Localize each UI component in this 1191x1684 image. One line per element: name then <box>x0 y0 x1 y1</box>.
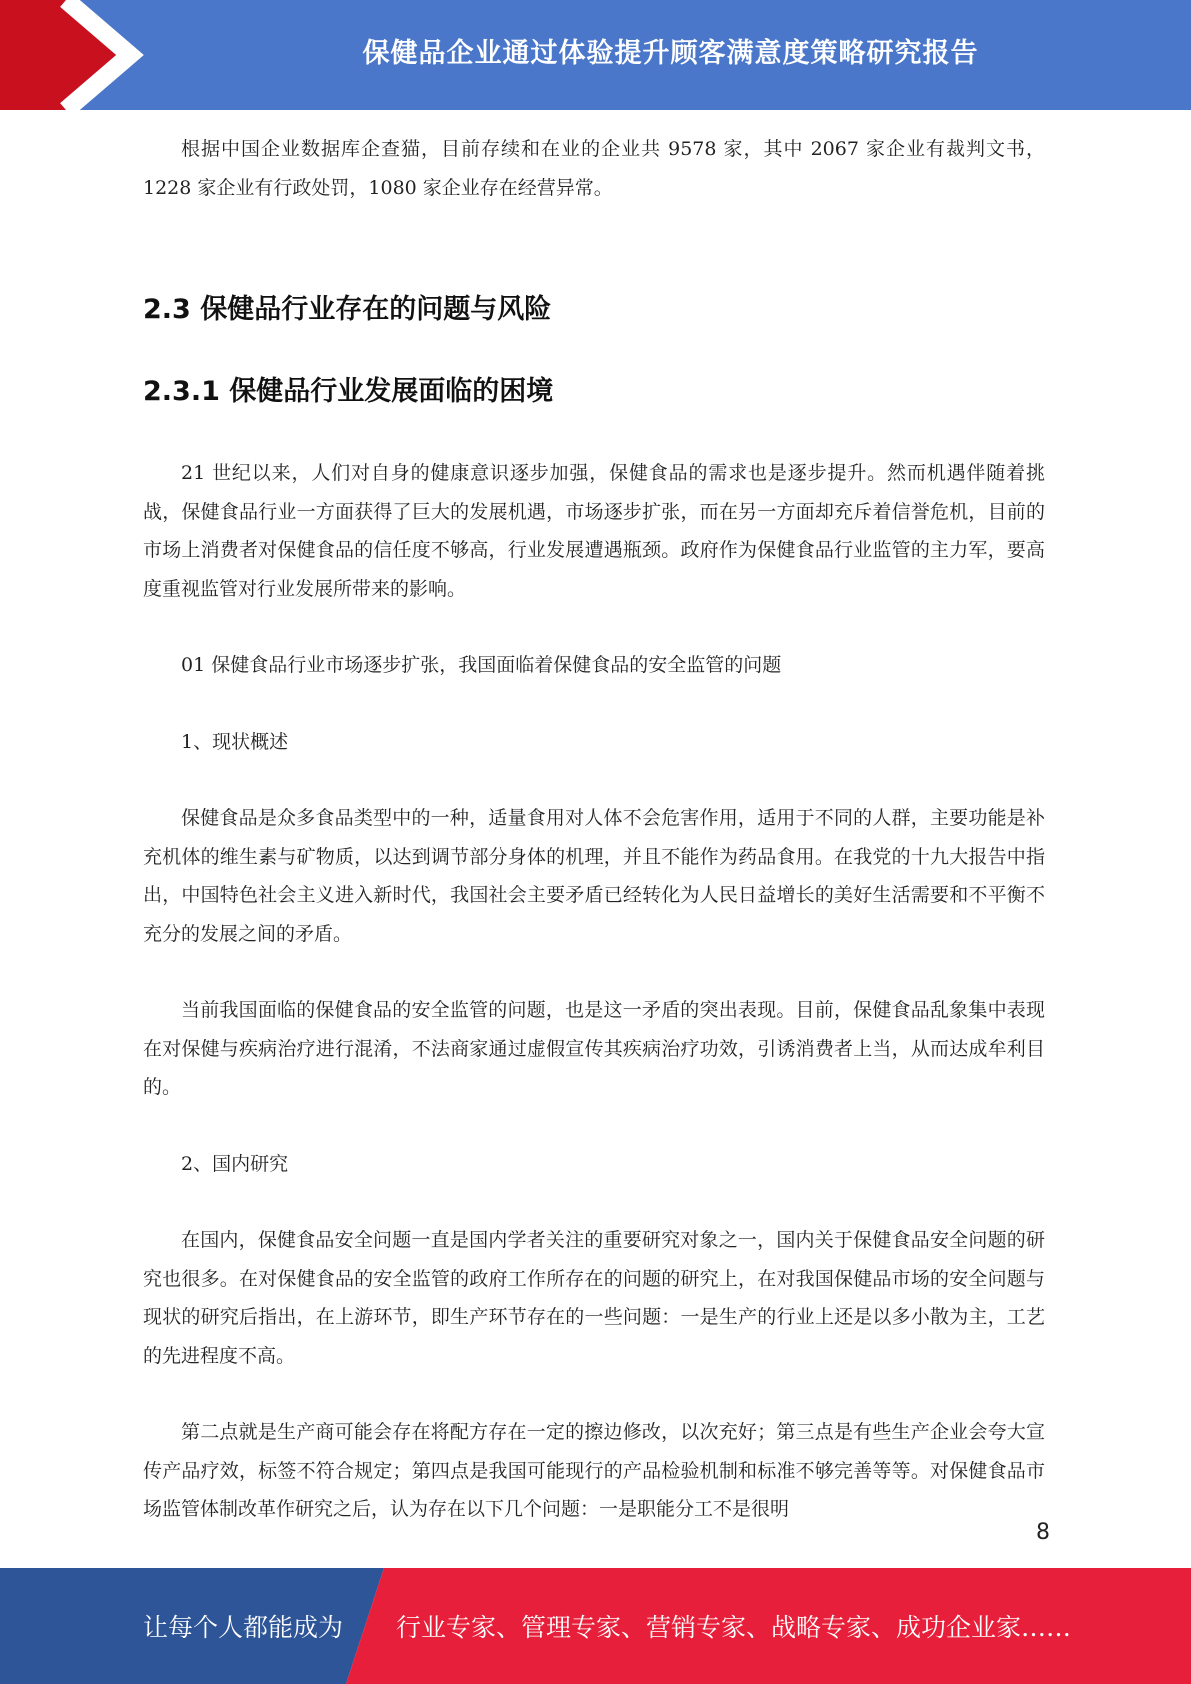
report-title: 保健品企业通过体验提升顾客满意度策略研究报告 <box>362 37 979 69</box>
page-footer <box>0 1568 1191 1684</box>
header-chevron-icon <box>0 0 150 110</box>
paragraph-research-detail: 在国内，保健食品安全问题一直是国内学者关注的重要研究对象之一，国内关于保健食品安全问题的研究也很多。在对保健食品的安全监管的政府工作所存在的问题的研究上，在对我国保健品市场的安全问题与现状的研究后指出，在上游环节，即生产环节存在的一些问题：一是生产的行业上还是以多小散为主，工艺的先进程度不高。 <box>143 1229 1045 1367</box>
paragraph-domestic-research: 2、国内研究 <box>181 1152 289 1175</box>
document-body <box>143 130 1045 1529</box>
paragraph-21st-century: 21 世纪以来，人们对自身的健康意识逐步加强，保健食品的需求也是逐步提升。然而机遇伴随着挑战，保健食品行业一方面获得了巨大的发展机遇，市场逐步扩张，而在另一方面却充斥着信誉危机，目前的市场上消费者对保健食品的信任度不够高，行业发展遭遇瓶颈。政府作为保健食品行业监管的主力军，要高度重视监管对行业发展所带来的影响。 <box>143 462 1045 600</box>
section-heading-2-3-1: 2.3.1 保健品行业发展面临的困境 <box>143 376 554 407</box>
paragraph-status-overview: 1、现状概述 <box>181 730 289 753</box>
paragraph-intro: 根据中国企业数据库企查猫，目前存续和在业的企业共 9578 家，其中 2067 家企业有裁判文书，1228 家企业有行政处罚，1080 家企业存在经营异常。 <box>143 138 1045 199</box>
section-heading-2-3: 2.3 保健品行业存在的问题与风险 <box>143 294 552 325</box>
footer-slogan-right: 行业专家、管理专家、营销专家、战略专家、成功企业家…… <box>396 1613 1072 1642</box>
paragraph-current-issue: 当前我国面临的保健食品的安全监管的问题，也是这一矛盾的突出表现。目前，保健食品乱象集中表现在对保健与疾病治疗进行混淆，不法商家通过虚假宣传其疾病治疗功效，引诱消费者上当，从而达成牟利目的。 <box>143 999 1045 1098</box>
paragraph-health-food: 保健食品是众多食品类型中的一种，适量食用对人体不会危害作用，适用于不同的人群，主要功能是补充机体的维生素与矿物质，以达到调节部分身体的机理，并且不能作为药品食用。在我党的十九大报告中指出，中国特色社会主义进入新时代，我国社会主要矛盾已经转化为人民日益增长的美好生活需要和不平衡不充分的发展之间的矛盾。 <box>143 807 1045 945</box>
page-number: 8 <box>1036 1520 1050 1545</box>
paragraph-01-heading: 01 保健食品行业市场逐步扩张，我国面临着保健食品的安全监管的问题 <box>181 654 782 676</box>
page-header <box>0 0 1191 110</box>
paragraph-second-point: 第二点就是生产商可能会存在将配方存在一定的擦边修改，以次充好；第三点是有些生产企业会夸大宣传产品疗效，标签不符合规定；第四点是我国可能现行的产品检验机制和标准不够完善等等。对保健食品市场监管体制改革作研究之后，认为存在以下几个问题：一是职能分工不是很明 <box>143 1421 1045 1520</box>
footer-slogan-left: 让每个人都能成为 <box>143 1613 344 1642</box>
